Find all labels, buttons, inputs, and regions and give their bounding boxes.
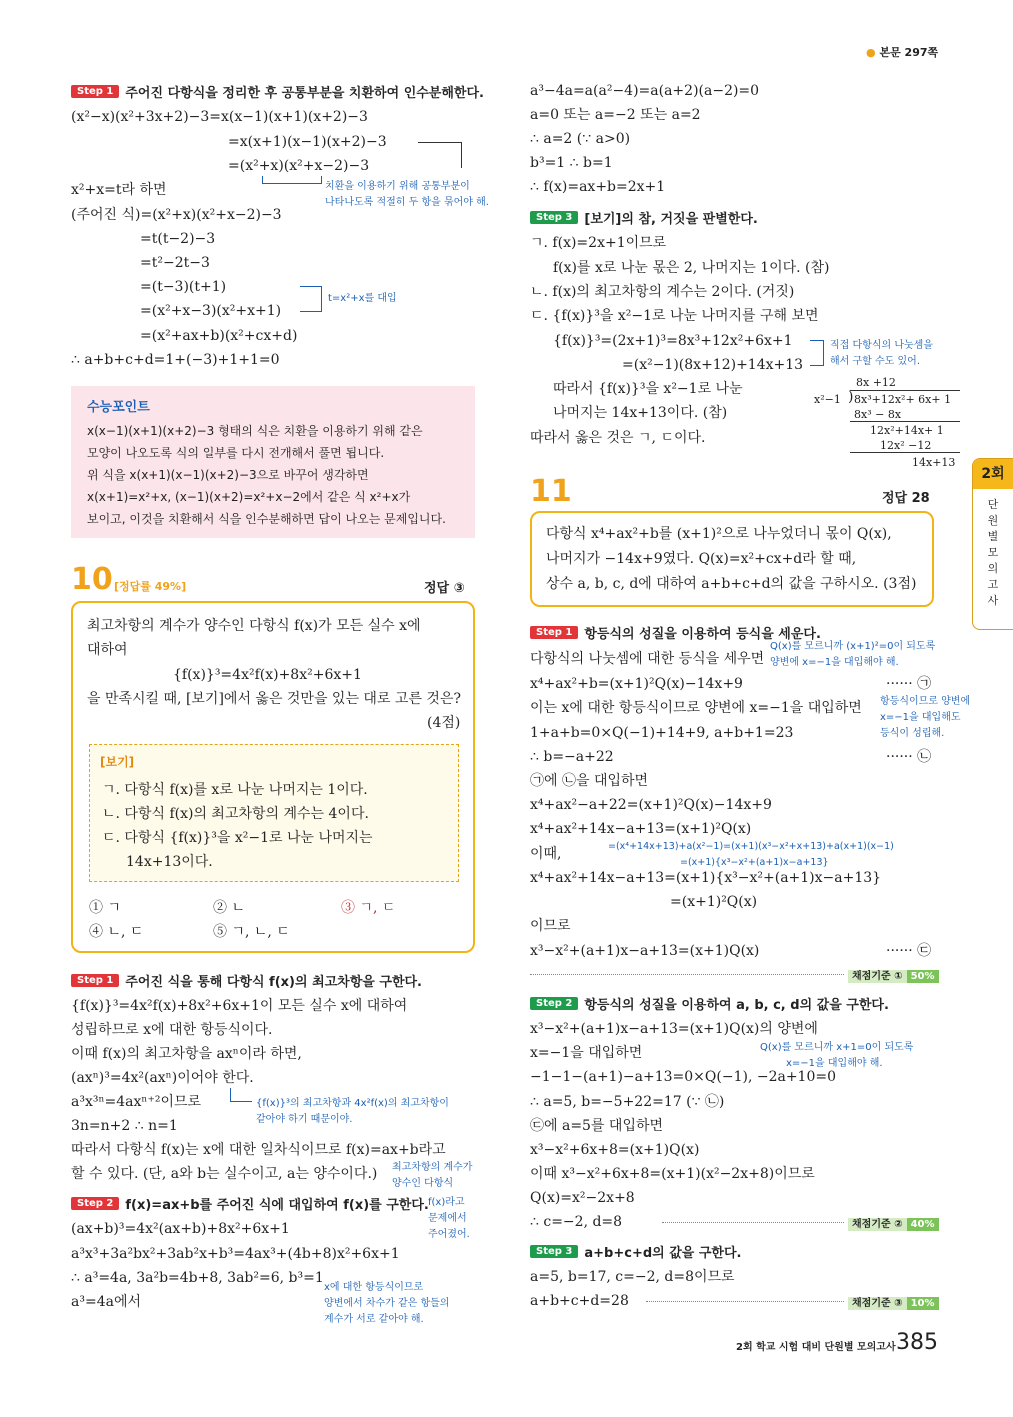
problem-line: 나머지가 −14x+9였다. Q(x)=x²+cx+d라 할 때, [546, 551, 857, 567]
eq-line: =(x²+ax+b)(x²+cx+d) [140, 328, 298, 344]
solution-line: x⁴+ax²+b=(x+1)²Q(x)−14x+9 [530, 676, 743, 692]
box-line: 모양이 나오도록 식의 일부를 다시 전개해서 풀면 됩니다. [87, 446, 385, 460]
choice-1[interactable]: ① ㄱ [89, 900, 121, 916]
eq-line: ∴ a+b+c+d=1+(−3)+1+1=0 [71, 352, 280, 368]
solution-line: 1+a+b=0×Q(−1)+14+9, a+b+1=23 [530, 725, 794, 741]
note: 해서 구할 수도 있어. [830, 356, 920, 367]
step3-header [530, 208, 758, 227]
choice-3-checked[interactable]: ③ ㄱ, ㄷ [341, 900, 396, 916]
solution-line: f(x)를 x로 나눈 몫은 2, 나머지는 1이다. (참) [553, 260, 830, 276]
choice-5[interactable]: ⑤ ㄱ, ㄴ, ㄷ [213, 924, 290, 940]
solution-line: 따라서 {f(x)}³을 x²−1로 나눈 [553, 381, 743, 397]
final-answer-line: a+b+c+d=28 [530, 1293, 629, 1309]
note: 주어졌어. [428, 1229, 470, 1240]
bogi-item: 14x+13이다. [126, 854, 213, 870]
division-row: 12x²+14x+ 1 [870, 424, 944, 437]
problem-line: 상수 a, b, c, d에 대하여 a+b+c+d의 값을 구하시오. (3점) [546, 576, 917, 592]
note: 직접 다항식의 나눗셈을 [830, 340, 933, 351]
chapter-side-tab [972, 458, 1013, 630]
solution-line: 따라서 옳은 것은 ㄱ, ㄷ이다. [530, 430, 706, 446]
note: 양변에 x=−1을 대입해야 해. [770, 657, 899, 668]
problem-box [530, 511, 934, 607]
score-criterion-1 [848, 967, 939, 982]
score-dotline [646, 1301, 844, 1302]
note: Q(x)를 모르니까 x+1=0이 되도록 [760, 1042, 914, 1053]
correct-rate: [정답률 49%] [114, 580, 187, 593]
score-percent: 40% [907, 1218, 939, 1231]
note: 등식이 성립해. [880, 728, 945, 739]
solution-line: a=5, b=17, c=−2, d=8이므로 [530, 1269, 735, 1285]
division-row: 12x² −12 [880, 439, 932, 452]
step-title: 항등식의 성질을 이용하여 a, b, c, d의 값을 구한다. [584, 998, 889, 1013]
note: 계수가 서로 같아야 해. [324, 1314, 424, 1325]
solution-line: ∴ a=2 (∵ a>0) [530, 131, 631, 147]
score-label: 채점기준 ③ [848, 1297, 907, 1310]
solution-line: ㉠에 ㉡을 대입하면 [530, 773, 649, 789]
note: {f(x)}³의 최고차항과 4x²f(x)의 최고차항이 [256, 1098, 449, 1109]
note: x=−1을 대입해야 해. [786, 1058, 883, 1069]
step-tag: Step 1 [71, 974, 119, 987]
bogi-item: ㄴ. 다항식 f(x)의 최고차항의 계수는 4이다. [102, 806, 369, 822]
page-number: 385 [896, 1330, 938, 1355]
page-ref-text: 본문 297쪽 [879, 46, 939, 59]
step2-header [71, 1194, 429, 1213]
footer-title: 2회 학교 시험 대비 단원별 모의고사 [736, 1342, 896, 1353]
eq-line: =(x²+x−3)(x²+x+1) [140, 303, 282, 319]
quotient: 8x +12 [856, 376, 896, 389]
box-line: 보이고, 이것을 치환해서 식을 인수분해하면 답이 나오는 문제입니다. [87, 512, 446, 526]
problem-line: 최고차항의 계수가 양수인 다항식 f(x)가 모든 실수 x에 [87, 618, 421, 634]
note: 같아야 하기 때문이야. [256, 1114, 353, 1125]
box-title: 수능포인트 [87, 400, 150, 415]
problem-line: {f(x)}³=4x²f(x)+8x²+6x+1 [173, 667, 362, 683]
solution-line: (ax+b)³=4x²(ax+b)+8x²+6x+1 [71, 1221, 290, 1237]
solution-line: a³−4a=a(a²−4)=a(a+2)(a−2)=0 [530, 83, 760, 99]
note: 양수인 다항식 [392, 1178, 454, 1189]
solution-line: x⁴+ax²+14x−a+13=(x+1)²Q(x) [530, 821, 752, 837]
division-line [850, 452, 960, 453]
problem-number: 11 [530, 474, 572, 509]
solution-line: a³=4a에서 [71, 1294, 141, 1310]
eq-line: =x(x+1)(x−1)(x+2)−3 [228, 134, 387, 150]
step-title: [보기]의 참, 거짓을 판별한다. [584, 212, 758, 227]
problem-points: (4점) [427, 715, 461, 731]
note: t=x²+x를 대입 [328, 293, 397, 304]
solution-line: a³x³+3a²bx²+3ab²x+b³=4ax³+(4b+8)x²+6x+1 [71, 1246, 400, 1262]
note: 치환을 이용하기 위해 공통부분이 [325, 181, 470, 192]
solution-line: 할 수 있다. (단, a와 b는 실수이고, a는 양수이다.) [71, 1166, 378, 1182]
step-tag: Step 1 [530, 626, 578, 639]
equation-mark: ······ ㉠ [886, 676, 932, 692]
step1-header [71, 971, 422, 990]
solution-line: ㄱ. f(x)=2x+1이므로 [530, 235, 667, 251]
step-title: a+b+c+d의 값을 구한다. [584, 1246, 742, 1261]
step-tag: Step 2 [530, 997, 578, 1010]
eq-line: =t(t−2)−3 [140, 231, 216, 247]
problem-line: 대하여 [87, 642, 128, 658]
score-criterion-2 [848, 1215, 939, 1230]
solution-line: 이때 f(x)의 최고차항을 axⁿ이라 하면, [71, 1046, 302, 1062]
bogi-item: ㄷ. 다항식 {f(x)}³을 x²−1로 나눈 나머지는 [102, 830, 373, 846]
answer-label: 정답 28 [882, 491, 930, 506]
solution-line: ㉢에 a=5를 대입하면 [530, 1118, 664, 1134]
note: 최고차항의 계수가 [392, 1162, 473, 1173]
score-label: 채점기준 ① [848, 970, 907, 983]
dividend: 8x³+12x²+ 6x+ 1 [854, 393, 952, 406]
solution-line: Q(x)=x²−2x+8 [530, 1190, 635, 1206]
eq-line: =(x²+x)(x²+x−2)−3 [228, 158, 370, 174]
solution-line: ㄷ. {f(x)}³을 x²−1로 나눈 나머지를 구해 보면 [530, 308, 819, 324]
solution-line: x³−x²+6x+8=(x+1)Q(x) [530, 1142, 700, 1158]
bogi-title: [보기] [100, 755, 135, 769]
score-dotline [530, 974, 844, 975]
solution-line: =(x+1)²Q(x) [670, 894, 758, 910]
solution-line: ∴ c=−2, d=8 [530, 1214, 623, 1230]
solution-line: ∴ f(x)=ax+b=2x+1 [530, 179, 666, 195]
solution-line: 이때 x³−x²+6x+8=(x+1)(x²−2x+8)이므로 [530, 1166, 815, 1182]
problem-line: 다항식 x⁴+ax²+b를 (x+1)²으로 나누었더니 몫이 Q(x), [546, 526, 892, 542]
box-line: x(x+1)=x²+x, (x−1)(x+2)=x²+x−2에서 같은 식 x²+x가 [87, 490, 411, 504]
solution-line: {f(x)}³=4x²f(x)+8x²+6x+1이 모든 실수 x에 대하여 [71, 998, 408, 1014]
solution-line: 따라서 다항식 f(x)는 x에 대한 일차식이므로 f(x)=ax+b라고 [71, 1142, 446, 1158]
solution-line: ∴ a³=4a, 3a²b=4b+8, 3ab²=6, b³=1 [71, 1270, 324, 1286]
note-bracket [810, 340, 824, 366]
step-tag: Step 3 [530, 1245, 578, 1258]
problem-line: 을 만족시킬 때, [보기]에서 옳은 것만을 있는 대로 고른 것은? [87, 691, 461, 707]
answer-label: 정답 ③ [424, 581, 465, 596]
solution-line: a³x³ⁿ=4axⁿ⁺²이므로 [71, 1094, 202, 1110]
step-tag: Step 2 [71, 1197, 119, 1210]
solution-line: x³−x²+(a+1)x−a+13=(x+1)Q(x)의 양변에 [530, 1021, 818, 1037]
bracket [418, 142, 462, 168]
solution-line: b³=1 ∴ b=1 [530, 155, 613, 171]
solution-line: −1−1−(a+1)−a+13=0×Q(−1), −2a+10=0 [530, 1069, 837, 1085]
bogi-box [89, 744, 459, 882]
division-paren: ) [848, 389, 854, 405]
note: x=−1을 대입해도 [880, 712, 961, 723]
choice-2[interactable]: ② ㄴ [213, 900, 245, 916]
solution-line: x⁴+ax²+14x−a+13=(x+1){x³−x²+(a+1)x−a+13} [530, 870, 882, 886]
note: x에 대한 항등식이므로 [324, 1282, 424, 1293]
solution-line: 3n=n+2 ∴ n=1 [71, 1118, 178, 1134]
division-row: 8x³ − 8x [854, 408, 902, 421]
problem-number: 10 [71, 562, 113, 597]
step-title: 항등식의 성질을 이용하여 등식을 세운다. [584, 627, 821, 642]
score-label: 채점기준 ② [848, 1218, 907, 1231]
side-tab-head: 2회 [973, 459, 1013, 489]
solution-line: ∴ a=5, b=−5+22=17 (∵ ㉡) [530, 1094, 725, 1110]
solution-line: x⁴+ax²−a+22=(x+1)²Q(x)−14x+9 [530, 797, 772, 813]
equation-mark: ······ ㉢ [886, 943, 932, 959]
step-title: 주어진 다항식을 정리한 후 공통부분을 치환하여 인수분해한다. [125, 86, 484, 101]
box-line: 위 식을 x(x+1)(x−1)(x+2)−3으로 바꾸어 생각하면 [87, 468, 369, 482]
solution-line: x³−x²+(a+1)x−a+13=(x+1)Q(x) [530, 943, 760, 959]
solution-line: x=−1을 대입하면 [530, 1045, 643, 1061]
note: =(x+1){x³−x²+(a+1)x−a+13} [680, 857, 829, 868]
solution-line: =(x²−1)(8x+12)+14x+13 [622, 357, 804, 373]
step-tag: Step 1 [71, 85, 119, 98]
note-bracket [300, 286, 322, 312]
eq-line: (주어진 식)=(x²+x)(x²+x−2)−3 [71, 207, 282, 223]
step3-header [530, 1242, 741, 1261]
bogi-item: ㄱ. 다항식 f(x)를 x로 나눈 나머지는 1이다. [102, 782, 368, 798]
score-percent: 50% [907, 970, 939, 983]
step-title: f(x)=ax+b를 주어진 식에 대입하여 f(x)를 구한다. [125, 1198, 429, 1213]
divisor: x²−1 [814, 393, 841, 406]
box-line: x(x−1)(x+1)(x+2)−3 형태의 식은 치환을 이용하기 위해 같은 [87, 424, 423, 438]
solution-line: a=0 또는 a=−2 또는 a=2 [530, 107, 701, 123]
problem-box [71, 601, 475, 953]
note-bracket [262, 176, 322, 184]
note: 양변에서 차수가 같은 항들의 [324, 1298, 450, 1309]
solution-line: ∴ b=−a+22 [530, 749, 614, 765]
page-ref [866, 44, 938, 60]
note-bracket [230, 1088, 252, 1102]
note: 문제에서 [428, 1213, 467, 1224]
note: Q(x)를 모르니까 (x+1)²=0이 되도록 [770, 641, 936, 652]
circle-icon: ● [866, 46, 876, 59]
equation-mark: ······ ㉡ [886, 749, 932, 765]
step-title: 주어진 식을 통해 다항식 f(x)의 최고차항을 구한다. [125, 975, 422, 990]
solution-line: 나머지는 14x+13이다. (참) [553, 405, 728, 421]
step-tag: Step 3 [530, 211, 578, 224]
solution-line: 이는 x에 대한 항등식이므로 양변에 x=−1을 대입하면 [530, 700, 862, 716]
note: 나타나도록 적절히 두 항을 묶어야 해. [325, 197, 489, 208]
solution-line: (axⁿ)³=4x²(axⁿ)이어야 한다. [71, 1070, 254, 1086]
solution-line: {f(x)}³=(2x+1)³=8x³+12x²+6x+1 [553, 333, 793, 349]
solution-line: 이므로 [530, 918, 571, 934]
solution-line: 성립하므로 x에 대한 항등식이다. [71, 1022, 273, 1038]
suneung-point-box [71, 386, 475, 538]
eq-line: =t²−2t−3 [140, 255, 210, 271]
eq-line: =(t−3)(t+1) [140, 279, 227, 295]
choice-4[interactable]: ④ ㄴ, ㄷ [89, 924, 144, 940]
score-percent: 10% [907, 1297, 939, 1310]
note: =(x⁴+14x+13)+a(x²−1)=(x+1)(x³−x²+x+13)+a(x+1)(x−1) [608, 841, 894, 852]
step1-header-top [71, 82, 484, 101]
solution-line: 다항식의 나눗셈에 대한 등식을 세우면 [530, 651, 765, 667]
eq-line: (x²−x)(x²+3x+2)−3=x(x−1)(x+1)(x+2)−3 [71, 109, 368, 125]
score-criterion-3 [848, 1294, 939, 1309]
eq-line: x²+x=t라 하면 [71, 182, 167, 198]
solution-line: 이때, [530, 846, 562, 862]
note: f(x)라고 [428, 1197, 465, 1208]
note: 항등식이므로 양변에 [880, 696, 971, 707]
score-dotline [662, 1222, 844, 1223]
remainder: 14x+13 [912, 456, 956, 469]
step2-header [530, 994, 889, 1013]
side-tab-text: 단원별모의고사 [987, 498, 999, 607]
solution-line: ㄴ. f(x)의 최고차항의 계수는 2이다. (거짓) [530, 284, 795, 300]
